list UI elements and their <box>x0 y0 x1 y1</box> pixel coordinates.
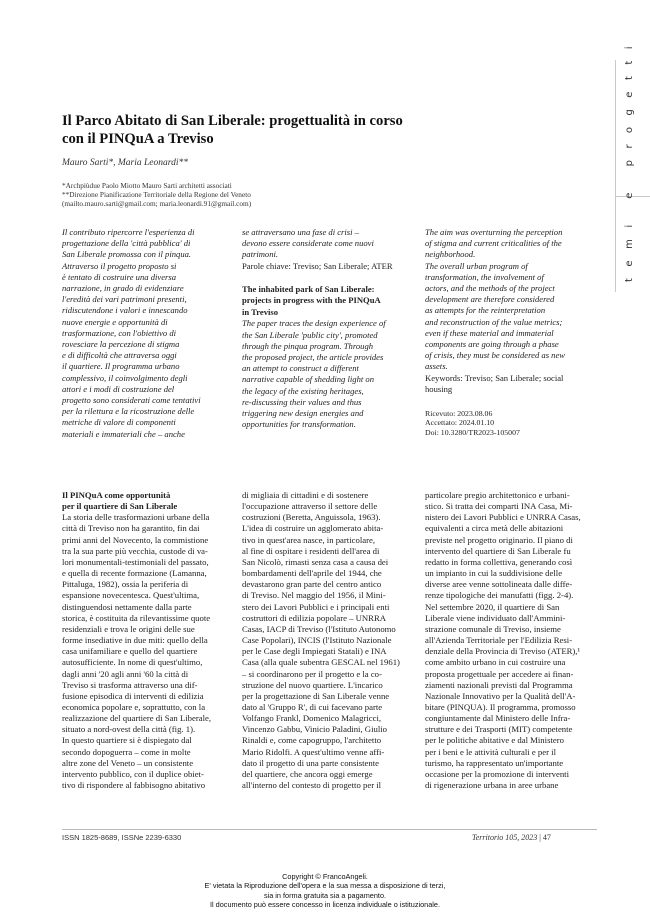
section-heading-line: per il quartiere di San Liberale <box>62 501 178 512</box>
copyright-line: Il documento può essere concesso in licenza individuale o istituzionale. <box>210 900 440 910</box>
text-line: tivo di rispondere al fabbisogno abitativo <box>62 780 206 791</box>
abstract-column-2 <box>242 227 412 430</box>
text-line: L'idea di costruire un agglomerato abita- <box>242 523 384 534</box>
text-line: The overall urban program of <box>425 260 528 271</box>
copyright-line: E' vietata la Riproduzione dell'opera e la sua messa a disposizione di terzi, <box>204 881 446 891</box>
text-line: come ambito urbano in cui costruire una <box>425 657 566 668</box>
text-line: projects in progress with the PINQuA <box>242 295 381 306</box>
title-line: con il PINQuA a Treviso <box>62 131 214 147</box>
text-line: Il contributo ripercorre l'esperienza di <box>62 227 195 237</box>
footer-rule <box>62 829 597 830</box>
text-line: Casa (alla quale subentra GESCAL nel 1961) <box>242 657 400 668</box>
keywords-english <box>425 373 595 395</box>
text-line: strazione comunale di Treviso, insieme <box>425 623 561 634</box>
affiliation-line: (mailto.mauro.sarti@gmail.com; maria.leonardi.91@gmail.com) <box>62 199 252 209</box>
text-line: intervento del quartiere di San Liberale fu <box>425 545 571 556</box>
section-sidebar <box>615 34 650 292</box>
text-line: patrimoni. <box>242 249 279 260</box>
text-line: e di difficoltà che attraversa oggi <box>62 350 177 361</box>
text-line: città di Treviso non ha garantito, fin dai <box>62 523 200 534</box>
text-line: Nazionale Innovativo per la Qualità dell'A- <box>425 690 576 701</box>
abstract-english-continued <box>425 227 595 373</box>
text-line: devono essere considerate come nuovi <box>242 238 374 249</box>
text-line: – si coordinarono per il progetto e la co- <box>242 668 382 679</box>
text-line: Liberale viene individuato dall'Ammini- <box>425 612 566 623</box>
text-line: components are going through a phase <box>425 339 559 350</box>
sidebar-label: temi e progetti <box>624 34 635 282</box>
text-line: proposta progettuale per accedere ai finan- <box>425 668 574 679</box>
text-line: Attraverso il progetto proposto si <box>62 260 177 271</box>
text-line: in Treviso <box>242 306 279 317</box>
text-line: Mario Ridolfi. A quest'ultimo venne affi- <box>242 746 385 757</box>
text-line: equivalenti a circa metà delle abitazioni <box>425 523 564 534</box>
text-line: an attempt to construct a different <box>242 363 359 374</box>
text-line: and reconstruction of the value metrics; <box>425 316 563 327</box>
text-line: of stigma and current criticalities of the <box>425 238 562 249</box>
text-line: forme insediative in due miti: quello della <box>62 635 208 646</box>
doi: Doi: 10.3280/TR2023-105007 <box>425 427 520 437</box>
text-line: Case Popolari), INCIS (l'Istituto Nazionale <box>242 635 392 646</box>
text-line: il quartiere. Il programma urbano <box>62 361 180 372</box>
text-line: dato il progetto di una parte consistente <box>242 757 380 768</box>
journal-info <box>472 833 551 842</box>
text-line: tra la sua parte più vecchia, custode di va- <box>62 545 208 556</box>
copyright-line: sia in forma gratuita sia a pagamento. <box>263 890 387 900</box>
journal-name: Territorio 105, 2023 <box>472 833 538 842</box>
text-line: di rigenerazione urbana in aree urbane <box>425 780 559 791</box>
body-column-3 <box>425 490 595 791</box>
authors: Mauro Sarti*, Maria Leonardi** <box>62 158 188 168</box>
text-line: In questo quartiere si è dispiegato dal <box>62 735 192 746</box>
text-line: assets. <box>425 361 448 372</box>
text-line: narrazione, in grado di evidenziare <box>62 283 184 294</box>
section-heading <box>62 490 227 512</box>
page-number: 47 <box>542 833 551 842</box>
text-line: situato a nord-ovest della città (fig. 1). <box>62 724 196 735</box>
text-line: nuove energie e opportunità di <box>62 316 168 327</box>
text-line: denziale della Provincia di Treviso (ATER),¹ <box>425 646 581 657</box>
text-line: residenziali e trova le origini delle sue <box>62 623 195 634</box>
text-line: diverse aree venne sottolineata dalle diffe- <box>425 579 573 590</box>
english-title <box>242 284 412 319</box>
text-line: neighborhood. <box>425 249 476 260</box>
text-line: devastarono gran parte del centro antico <box>242 579 382 590</box>
copyright-line: Copyright © FrancoAngeli. <box>282 872 368 881</box>
text-line: re-discussing their values and thus <box>242 396 362 407</box>
text-line: Keywords: Treviso; San Liberale; social <box>425 372 564 383</box>
text-line: San Liberale promossa con il pinqua. <box>62 249 192 260</box>
text-line: è tentato di costruire una diversa <box>62 271 177 282</box>
text-line: the San Liberale 'public city', promoted <box>242 329 378 340</box>
text-line: The paper traces the design experience of <box>242 318 386 329</box>
text-line: al fine di ospitare i residenti dell'area di <box>242 545 380 556</box>
text-line: of crisis, they must be considered as new <box>425 350 566 361</box>
text-line: struzione del nuovo quartiere. L'incarico <box>242 679 383 690</box>
text-line: per le politiche abitative e dal Ministero <box>425 735 564 746</box>
text-line: un impianto in cui la suddivisione delle <box>425 568 563 579</box>
text-line: dagli anni '20 agli anni '60 la città di <box>62 668 189 679</box>
text-line: di Treviso. Nel maggio del 1956, il Mini- <box>242 590 386 601</box>
text-line: the legacy of the existing heritages, <box>242 385 364 396</box>
text-line: distinguendosi nettamente dalla parte <box>62 601 192 612</box>
text-line: rovesciare la percezione di stigma <box>62 339 180 350</box>
affiliation-line: *Archpiùdue Paolo Miotto Mauro Sarti architetti associati <box>62 181 232 190</box>
text-line: occasione per la promozione di interventi <box>425 768 570 779</box>
article-dates <box>425 409 595 437</box>
section-heading-line: Il PINQuA come opportunità <box>62 490 171 500</box>
text-line: Volfango Frankl, Domenico Malagricci, <box>242 713 382 724</box>
text-line: through the pinqua program. Through <box>242 340 374 351</box>
text-line: triggering new design energies and <box>242 407 364 418</box>
text-line: autosufficiente. In nome di quest'ultimo, <box>62 657 203 668</box>
abstract-italian <box>62 227 227 440</box>
text-line: per i beni e le attività culturali e per il <box>425 746 556 757</box>
accepted-date: Accettato: 2024.01.10 <box>425 418 495 428</box>
text-line: actors, and the methods of the project <box>425 283 555 294</box>
text-line: Nel settembre 2020, il quartiere di San <box>425 601 560 612</box>
text-line: renze tipologiche dei manufatti (figg. 2-4). <box>425 590 574 601</box>
text-line: redatto in forma collettiva, generando così <box>425 556 573 567</box>
text-line: storica, è costituita da rilevantissime quote <box>62 612 211 623</box>
text-line: nistero dei Lavori Pubblici e UNRRA Casas, <box>425 512 581 523</box>
text-line: progetto sono considerati come tentativi <box>62 395 201 406</box>
text-line: ziamenti nazionali previsti dal Programma <box>425 679 573 690</box>
text-line: strutture e dei Trasporti (MIT) competente <box>425 724 573 735</box>
text-line: metriche di valore di componenti <box>62 417 176 428</box>
text-line: transformation, the involvement of <box>425 271 544 282</box>
text-line: opportunities for transformation. <box>242 419 356 430</box>
text-line: narrative capable of shedding light on <box>242 374 374 385</box>
text-line: stero dei Lavori Pubblici e i principali enti <box>242 601 390 612</box>
text-line: Pittaluga, 1982), ossia la periferia di <box>62 579 189 590</box>
text-line: del quartiere, che ancora oggi emerge <box>242 768 373 779</box>
abstract-italian-continued <box>242 227 412 261</box>
text-line: per le Case degli Impiegati Statali) e INA <box>242 646 387 657</box>
text-line: Casas, IACP di Treviso (l'Istituto Autonomo <box>242 623 396 634</box>
text-line: per la rilettura e la ricostruzione delle <box>62 406 195 417</box>
text-line: all'interno del contesto di progetto per il <box>242 780 382 791</box>
text-line: l'eredità dei vari patrimoni presenti, <box>62 294 187 305</box>
title-line: Il Parco Abitato di San Liberale: progettualità in corso <box>62 113 403 129</box>
text-line: altre zone del Veneto – un consistente <box>62 757 194 768</box>
text-line: bombardamenti dell'aprile del 1944, che <box>242 568 382 579</box>
text-line: intervento pubblico, con il duplice obiet- <box>62 768 204 779</box>
affiliation-line: **Direzione Pianificazione Territoriale della Regione del Veneto <box>62 190 251 200</box>
body-text <box>62 512 227 791</box>
text-line: particolare pregio architettonico e urbani- <box>425 490 570 500</box>
received-date: Ricevuto: 2023.08.06 <box>425 409 493 419</box>
abstract-english <box>242 318 412 430</box>
text-line: costruttori di edilizia popolare – UNRRA <box>242 612 387 623</box>
text-line: casa unifamiliare e quello del quartiere <box>62 646 198 657</box>
text-line: secondo dopoguerra – come in molte <box>62 746 191 757</box>
page-separator: | <box>537 833 543 842</box>
text-line: turismo, ha rappresentato un'importante <box>425 757 564 768</box>
text-line: trasformazione, con l'obiettivo di <box>62 327 177 338</box>
text-line: even if these material and immaterial <box>425 327 554 338</box>
text-line: all'Azienda Territoriale per l'Edilizia Resi- <box>425 635 573 646</box>
text-line: previste nel progetto originario. Il piano di <box>425 534 573 545</box>
text-line: dato al 'Gruppo R', di cui facevano parte <box>242 701 383 712</box>
text-line: stico. Si tratta dei comparti INA Casa, Mi- <box>425 501 573 512</box>
text-line: fusione episodica di interventi di edilizia <box>62 690 204 701</box>
text-line: costruzioni (Beretta, Anguissola, 1963). <box>242 512 381 523</box>
text-line: Rinaldi e, come capogruppo, l'architetto <box>242 735 382 746</box>
text-line: per la progettazione di San Liberale venne <box>242 690 390 701</box>
text-line: l'occupazione attraverso il settore delle <box>242 501 378 512</box>
keywords-italian: Parole chiave: Treviso; San Liberale; ATER <box>242 260 393 271</box>
text-line: bitare (PINQUA). Il programma, promosso <box>425 701 576 712</box>
copyright-notice <box>0 872 650 910</box>
text-line: lori monumentali-testimoniali del passato, <box>62 556 209 567</box>
text-line: espansione novecentesca. Quest'ultima, <box>62 590 200 601</box>
text-line: complessivo, il coinvolgimento degli <box>62 372 188 383</box>
text-line: economica popolare e, soprattutto, con la <box>62 701 206 712</box>
text-line: housing <box>425 383 453 394</box>
text-line: se attraversano una fase di crisi – <box>242 227 359 237</box>
text-line: Vincenzo Gabbu, Vinicio Paladini, Giulio <box>242 724 388 735</box>
text-line: Treviso si trasforma attraverso una dif- <box>62 679 198 690</box>
text-line: realizzazione del quartiere di San Liberale, <box>62 713 212 724</box>
text-line: San Nicolò, rimasti senza casa a causa dei <box>242 556 389 567</box>
text-line: materiali e immateriali che – anche <box>62 428 185 439</box>
text-line: the proposed project, the article provides <box>242 351 384 362</box>
abstract-column-3 <box>425 227 595 437</box>
text-line: as attempts for the reinterpretation <box>425 305 546 316</box>
article-title <box>62 112 512 148</box>
text-line: ridiscutendone i valori e innescando <box>62 305 188 316</box>
body-column-1 <box>62 490 227 791</box>
text-line: progettazione della 'città pubblica' di <box>62 238 191 249</box>
affiliations <box>62 181 251 209</box>
text-line: development are therefore considered <box>425 294 555 305</box>
text-line: The aim was overturning the perception <box>425 227 563 237</box>
text-line: primi anni del Novecento, la commistione <box>62 534 209 545</box>
text-line: congiuntamente dal Ministero delle Infra- <box>425 713 571 724</box>
text-line: The inhabited park of San Liberale: <box>242 283 375 294</box>
text-line: attori e i modi di costruzione del <box>62 383 175 394</box>
text-line: La storia delle trasformazioni urbane della <box>62 512 210 523</box>
text-line: di migliaia di cittadini e di sostenere <box>242 490 369 500</box>
body-column-2 <box>242 490 412 791</box>
text-line: tivo in quest'area nasce, in particolare, <box>242 534 376 545</box>
text-line: e quella di recente formazione (Lamanna, <box>62 568 207 579</box>
issn: ISSN 1825-8689, ISSNe 2239-6330 <box>62 833 182 842</box>
